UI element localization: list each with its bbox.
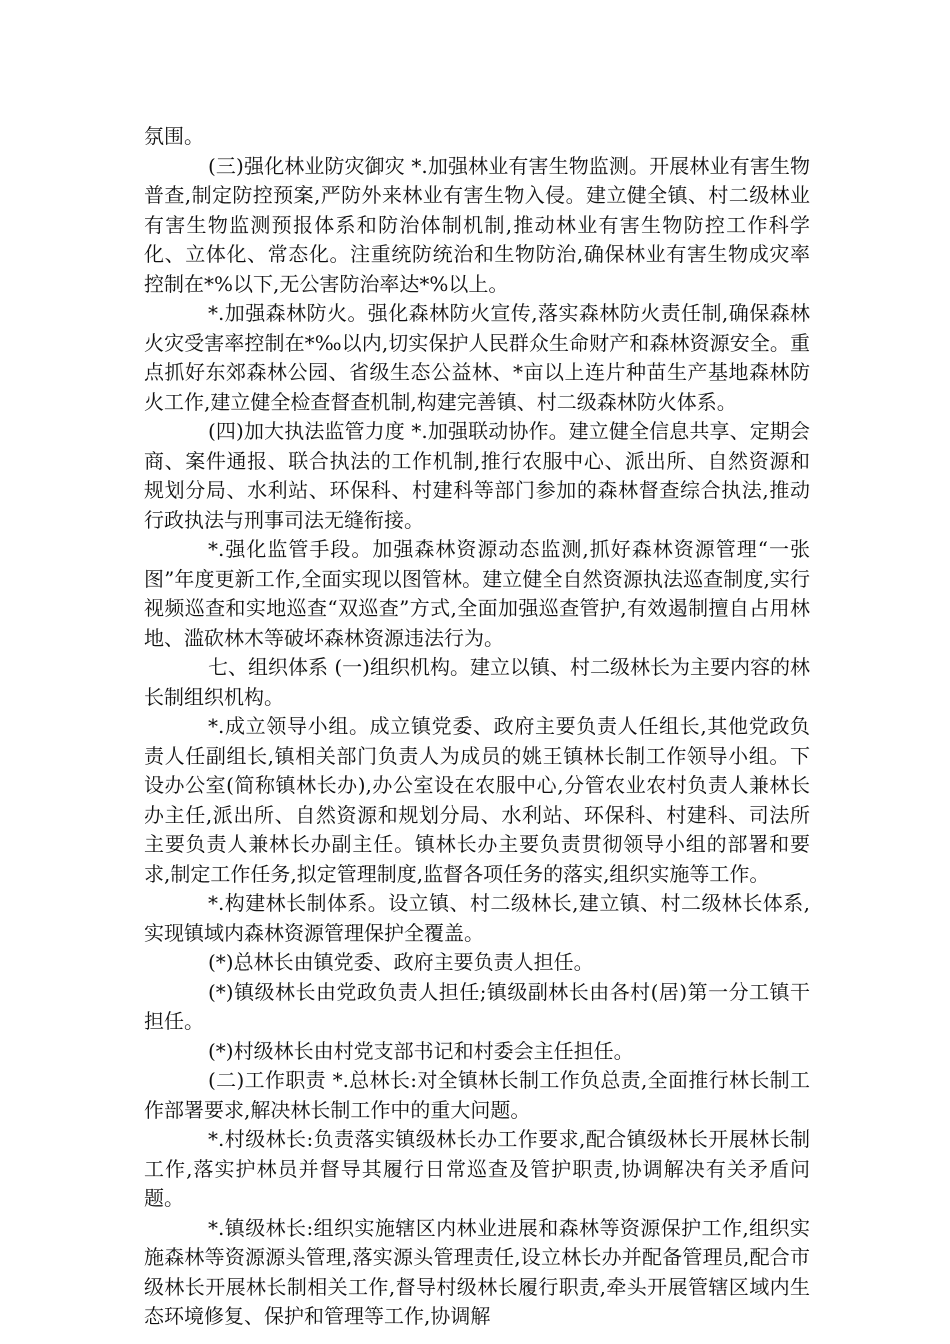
paragraph: *.加强森林防火。强化森林防火宣传,落实森林防火责任制,确保森林火灾受害率控制在*‰以内,切实保护人民群众生命财产和森林资源安全。重点抓好东郊森林公园、省级生态公益林、*亩以上连片种苗生产基地森林防火工作,建立健全检查督查机制,构建完善镇、村二级森林防火体系。 — [144, 301, 810, 414]
paragraph: 氛围。 — [144, 124, 204, 148]
paragraph: *.强化监管手段。加强森林资源动态监测,抓好森林资源管理“一张图”年度更新工作,全面实现以图管林。建立健全自然资源执法巡查制度,实行视频巡查和实地巡查“双巡查”方式,全面加强巡查管护,有效遏制擅自占用林地、滥砍林木等破坏森林资源违法行为。 — [144, 537, 810, 650]
paragraph: *.构建林长制体系。设立镇、村二级林长,建立镇、村二级林长体系,实现镇域内森林资源管理保护全覆盖。 — [144, 891, 810, 945]
paragraph: (二)工作职责 *.总林长:对全镇林长制工作负总责,全面推行林长制工作部署要求,解决林长制工作中的重大问题。 — [144, 1068, 810, 1122]
paragraph: *.镇级林长:组织实施辖区内林业进展和森林等资源保护工作,组织实施森林等资源源头管理,落实源头管理责任,设立林长办并配备管理员,配合市级林长开展林长制相关工作,督导村级林长履行职责,牵头开展管辖区域内生态环境修复、保护和管理等工作,协调解 — [144, 1215, 810, 1328]
paragraph: (四)加大执法监管力度 *.加强联动协作。建立健全信息共享、定期会商、案件通报、联合执法的工作机制,推行农服中心、派出所、自然资源和规划分局、水利站、环保科、村建科等部门参加的森林督查综合执法,推动行政执法与刑事司法无缝衔接。 — [144, 419, 810, 532]
paragraph: *.成立领导小组。成立镇党委、政府主要负责人任组长,其他党政负责人任副组长,镇相关部门负责人为成员的姚王镇林长制工作领导小组。下设办公室(简称镇林长办),办公室设在农服中心,分管农业农村负责人兼林长办主任,派出所、自然资源和规划分局、水利站、环保科、村建科、司法所主要负责人兼林长办副主任。镇林长办主要负责贯彻领导小组的部署和要求,制定工作任务,拟定管理制度,监督各项任务的落实,组织实施等工作。 — [144, 714, 810, 886]
paragraph: (三)强化林业防灾御灾 *.加强林业有害生物监测。开展林业有害生物普查,制定防控预案,严防外来林业有害生物入侵。建立健全镇、村二级林业有害生物监测预报体系和防治体制机制,推动林业有害生物防控工作科学化、立体化、常态化。注重统防统治和生物防治,确保林业有害生物成灾率控制在*%以下,无公害防治率达*%以上。 — [144, 153, 810, 296]
paragraph: 七、组织体系 (一)组织机构。建立以镇、村二级林长为主要内容的林长制组织机构。 — [144, 655, 810, 709]
paragraph: (*)村级林长由村党支部书记和村委会主任担任。 — [208, 1038, 634, 1063]
paragraph: (*)镇级林长由党政负责人担任;镇级副林长由各村(居)第一分工镇干担任。 — [144, 979, 810, 1033]
paragraph: *.村级林长:负责落实镇级林长办工作要求,配合镇级林长开展林长制工作,落实护林员并督导其履行日常巡查及管护职责,协调解决有关矛盾问题。 — [144, 1127, 810, 1210]
paragraph: (*)总林长由镇党委、政府主要负责人担任。 — [208, 950, 594, 974]
document-body — [144, 122, 810, 1332]
